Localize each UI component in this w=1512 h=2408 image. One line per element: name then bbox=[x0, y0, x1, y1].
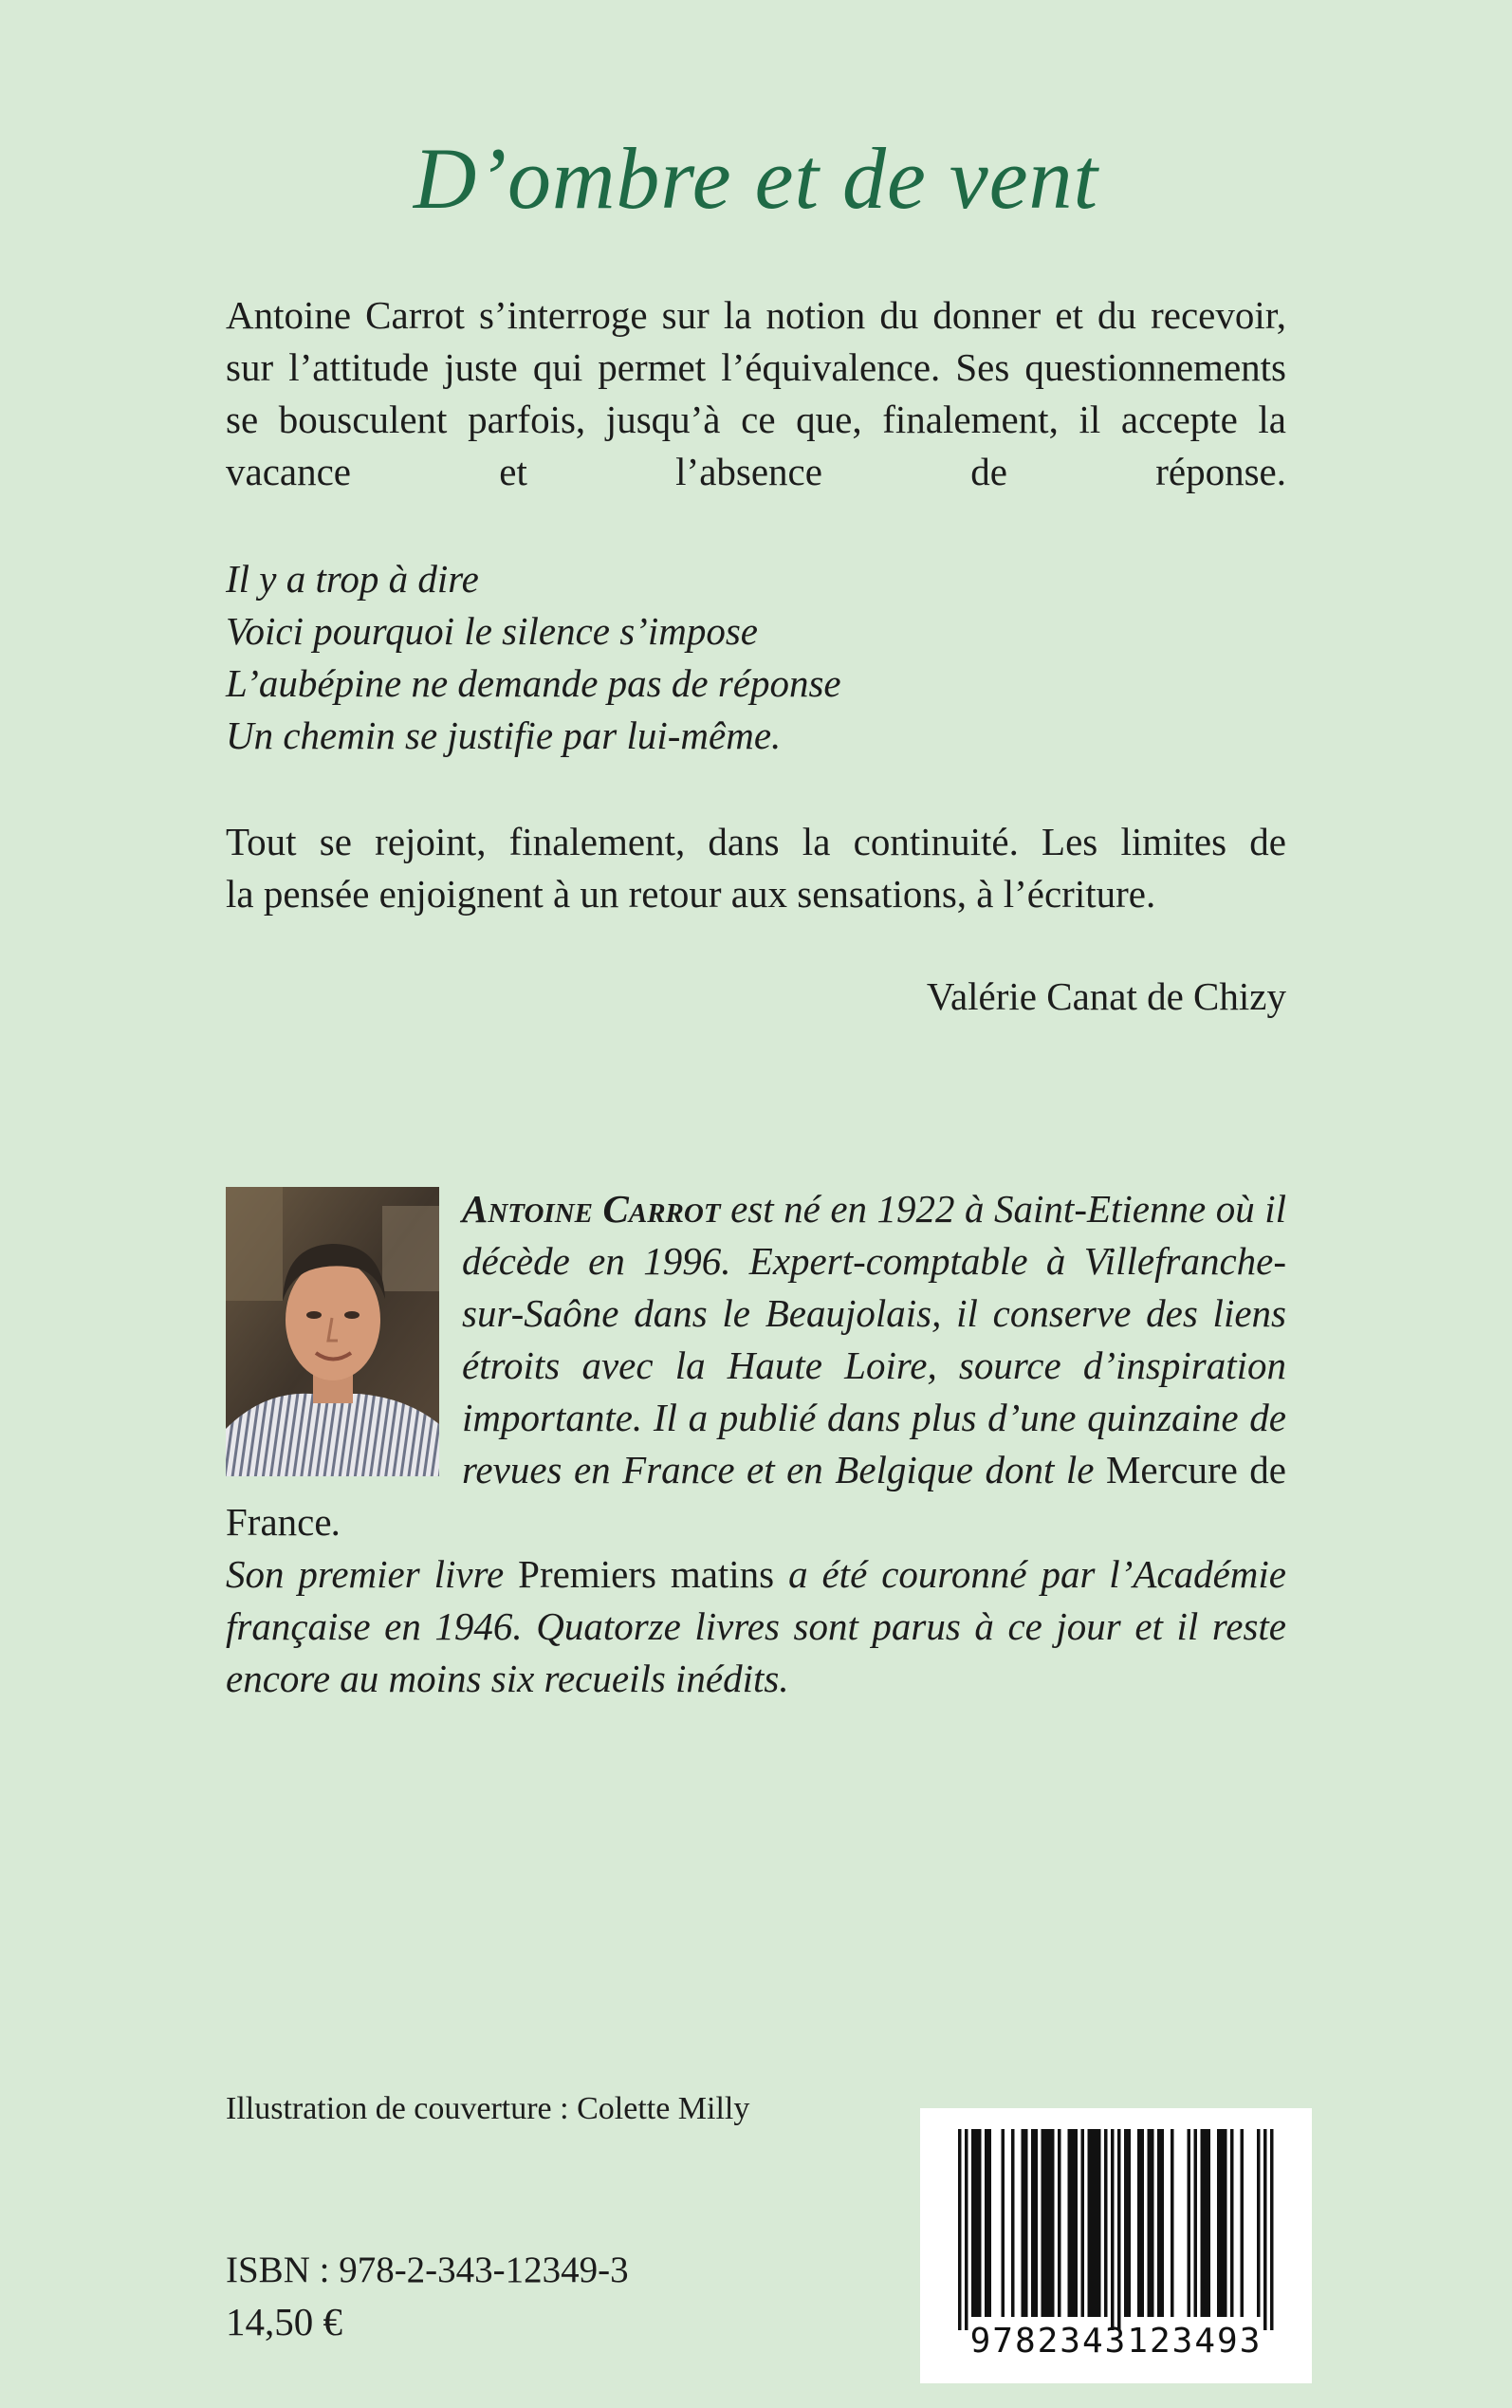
poem-line: Il y a trop à dire bbox=[226, 557, 479, 601]
first-book-title: Premiers matins bbox=[518, 1552, 775, 1596]
barcode-bar bbox=[1128, 2129, 1132, 2317]
barcode-bar bbox=[1201, 2129, 1205, 2317]
barcode-bar bbox=[1161, 2129, 1165, 2317]
book-title: D’ombre et de vent bbox=[413, 130, 1099, 227]
barcode-bar bbox=[1137, 2129, 1141, 2317]
illustration-credit: Illustration de couverture : Colette Milly bbox=[226, 2091, 750, 2126]
author-name: Antoine Carrot bbox=[462, 1187, 721, 1231]
bio-text: est né en 1922 à Saint-Etienne où il décède en 1996. Expert-comptable à Villefranche-sur-Saône dans le Beaujolais, il conserve des liens étroits avec la Haute Loire, source d’inspiration importante. Il a publié dans plus d’une quinzaine de revues en France et en Belgique dont le bbox=[462, 1187, 1286, 1491]
barcode-bar bbox=[1075, 2129, 1079, 2317]
closing-line: la pensée enjoignent à un retour aux sensations, à l’écriture. bbox=[226, 872, 1156, 916]
barcode-bar bbox=[1263, 2129, 1267, 2330]
journal-title: Mercure de France bbox=[226, 1448, 1286, 1544]
barcode-bar bbox=[1022, 2129, 1025, 2317]
barcode-bar bbox=[958, 2129, 962, 2330]
price: 14,50 € bbox=[226, 2300, 342, 2343]
barcode-bar bbox=[1031, 2129, 1035, 2317]
barcode-bar bbox=[1088, 2129, 1092, 2317]
barcode-bar bbox=[1221, 2129, 1225, 2317]
barcode bbox=[920, 2108, 1312, 2383]
poem-line: L’aubépine ne demande pas de réponse bbox=[226, 661, 841, 705]
author-photo bbox=[226, 1187, 439, 1476]
barcode-bar bbox=[1224, 2129, 1227, 2317]
poem-line: Un chemin se justifie par lui-même. bbox=[226, 713, 782, 757]
barcode-bar bbox=[975, 2129, 979, 2317]
barcode-bar bbox=[1081, 2129, 1085, 2317]
closing-line: Tout se rejoint, finalement, dans la continuité. Les limites de bbox=[226, 820, 1286, 863]
barcode-bar bbox=[1068, 2129, 1072, 2317]
barcode-bar bbox=[1257, 2129, 1261, 2317]
barcode-bar bbox=[1204, 2129, 1208, 2317]
barcode-bar bbox=[1124, 2129, 1128, 2317]
barcode-bar bbox=[965, 2129, 968, 2330]
barcode-bar bbox=[988, 2129, 992, 2317]
barcode-bar bbox=[1058, 2129, 1061, 2317]
barcode-bar bbox=[1194, 2129, 1198, 2317]
barcode-bar bbox=[1141, 2129, 1145, 2317]
intro-paragraph: Antoine Carrot s’interroge sur la notion du donner et du recevoir, sur l’attitude juste qui permet l’équivalence. Ses questionnements se bousculent parfois, jusqu’à ce que, finalement, il accepte la vacance et l’absence de réponse. bbox=[226, 293, 1286, 493]
barcode-bar bbox=[1208, 2129, 1211, 2317]
barcode-bar bbox=[1035, 2129, 1039, 2317]
barcode-bar bbox=[1095, 2129, 1098, 2317]
barcode-bar bbox=[1111, 2129, 1115, 2330]
bio-second-paragraph: Son premier livre Premiers matins a été couronné par l’Académie française en 1946. Quatorze livres sont parus à ce jour et il reste encore au moins six recueils inédits. bbox=[226, 1552, 1286, 1700]
isbn: ISBN : 978-2-343-12349-3 bbox=[226, 2250, 629, 2290]
barcode-bar bbox=[985, 2129, 988, 2317]
barcode-bar bbox=[1157, 2129, 1161, 2317]
barcode-bar bbox=[1188, 2129, 1191, 2317]
barcode-bar bbox=[1117, 2129, 1121, 2330]
barcode-bar bbox=[1097, 2129, 1101, 2317]
barcode-digits: 9782343123493 bbox=[969, 2322, 1263, 2361]
barcode-bar bbox=[1011, 2129, 1015, 2317]
barcode-bar bbox=[1151, 2129, 1154, 2317]
barcode-bar bbox=[1024, 2129, 1028, 2317]
review-signature: Valérie Canat de Chizy bbox=[926, 974, 1286, 1018]
barcode-bar bbox=[1044, 2129, 1048, 2317]
barcode-bar bbox=[1051, 2129, 1055, 2317]
barcode-bar bbox=[971, 2129, 975, 2317]
barcode-bar bbox=[1104, 2129, 1108, 2317]
poem-excerpt bbox=[226, 553, 1286, 762]
barcode-bar bbox=[1002, 2129, 1005, 2317]
barcode-bar bbox=[1042, 2129, 1045, 2317]
barcode-bar bbox=[1217, 2129, 1221, 2317]
barcode-bar bbox=[1241, 2129, 1245, 2317]
barcode-bar bbox=[1230, 2129, 1234, 2317]
closing-paragraph bbox=[226, 816, 1286, 920]
barcode-bar bbox=[978, 2129, 982, 2317]
barcode-bar bbox=[1270, 2129, 1274, 2330]
barcode-bar bbox=[1071, 2129, 1075, 2317]
barcode-bar bbox=[1091, 2129, 1095, 2317]
barcode-bar bbox=[1048, 2129, 1052, 2317]
barcode-bar bbox=[1171, 2129, 1174, 2317]
barcode-bar bbox=[1148, 2129, 1152, 2317]
poem-line: Voici pourquoi le silence s’impose bbox=[226, 609, 758, 653]
author-biography: Antoine Carrot est né en 1922 à Saint-Etienne où il décède en 1996. Expert-comptable à Villefranche-sur-Saône dans le Beaujolais, il conserve des liens étroits avec la Haute Loire, source d’inspiration importante. Il a publié dans plus d’une quinzaine de revues en France et en Belgique dont le Mercure de France. Son premier livre Premiers matins a été couronné par l’Académie française en 1946. Quatorze livres sont parus à ce jour et il reste encore au moins six recueils inédits. bbox=[226, 1183, 1286, 1705]
